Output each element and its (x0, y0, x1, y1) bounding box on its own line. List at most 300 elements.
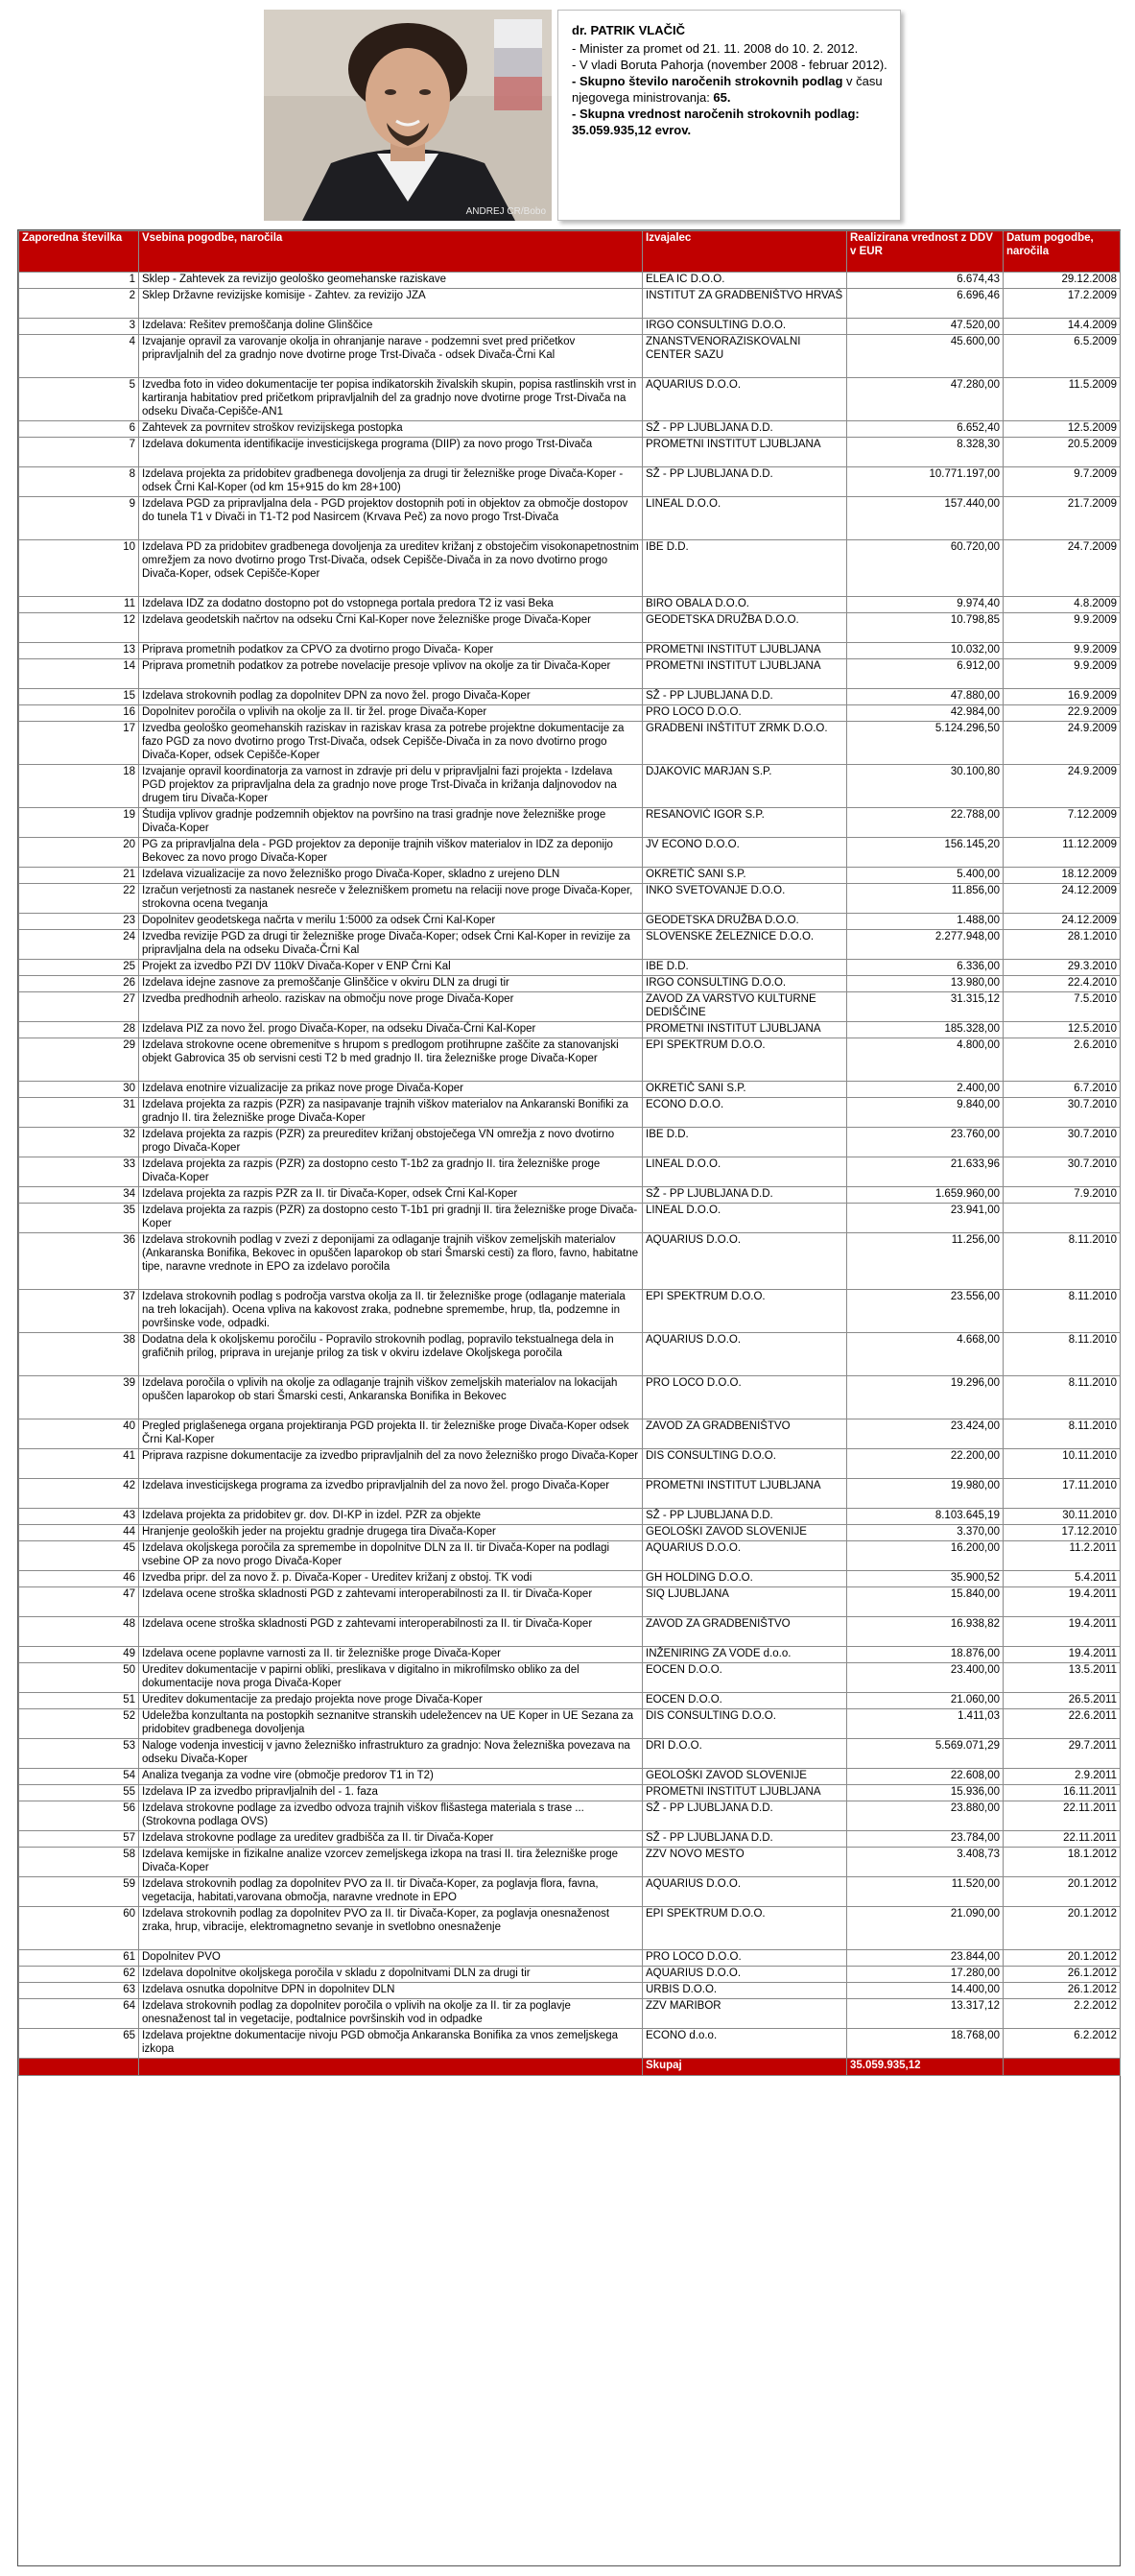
row-contractor: ECONO d.o.o. (643, 2029, 847, 2059)
row-value: 23.880,00 (847, 1801, 1004, 1831)
table-row (19, 319, 1121, 335)
row-number: 5 (19, 378, 139, 421)
row-number: 41 (19, 1449, 139, 1479)
row-date: 21.7.2009 (1004, 497, 1121, 540)
row-contractor: PROMETNI INSTITUT LJUBLJANA (643, 438, 847, 467)
row-content: Izdelava ocene stroška skladnosti PGD z zahtevami interoperabilnosti za II. tir Divača-Koper (139, 1587, 643, 1617)
info-line-value-label: - Skupna vrednost naročenih strokovnih podlag: (572, 107, 860, 121)
row-contractor: IRGO CONSULTING D.O.O. (643, 319, 847, 335)
row-date: 19.4.2011 (1004, 1617, 1121, 1647)
table-row (19, 421, 1121, 438)
table-row (19, 289, 1121, 319)
row-number: 28 (19, 1022, 139, 1038)
row-content: Izdelava strokovnih podlag v zvezi z deponijami za odlaganje trajnih viškov zemeljskih materialov (Ankaranska Bonifika, Bekovec in opuščen laparokop ob stari Šmarski cesti) za floro, favno, habitatne tipe, naravne vrednote in EPO za izdelavo poročila (139, 1233, 643, 1290)
row-contractor: DJAKOVIC MARJAN S.P. (643, 765, 847, 808)
row-number: 3 (19, 319, 139, 335)
row-number: 38 (19, 1333, 139, 1376)
row-number: 56 (19, 1801, 139, 1831)
row-contractor: AQUARIUS D.O.O. (643, 1333, 847, 1376)
table-row (19, 1157, 1121, 1187)
row-number: 53 (19, 1739, 139, 1769)
table-row (19, 540, 1121, 597)
row-date: 26.5.2011 (1004, 1693, 1121, 1709)
table-row (19, 2029, 1121, 2059)
table-row (19, 1950, 1121, 1967)
row-number: 59 (19, 1877, 139, 1907)
row-content: Izvajanje opravil koordinatorja za varnost in zdravje pri delu v pripravljalni fazi projekta - Izdelava PGD projektov za pripravljalna dela za gradnjo nove proge Trst-Divača in križanja daljnovodov na drugem tiru Divača-Koper (139, 765, 643, 808)
row-value: 8.103.645,19 (847, 1509, 1004, 1525)
row-number: 18 (19, 765, 139, 808)
table-row (19, 1333, 1121, 1376)
row-contractor: GH HOLDING D.O.O. (643, 1571, 847, 1587)
row-date: 24.9.2009 (1004, 722, 1121, 765)
table-row (19, 1801, 1121, 1831)
row-contractor: GEOLOŠKI ZAVOD SLOVENIJE (643, 1525, 847, 1541)
row-content: Izdelava PD za pridobitev gradbenega dovoljenja za ureditev križanj z obstoječim visokonapetnostnim omrežjem za novo dvotirno progo Trst-Divača, odsek Cepišče-Divača in za novo dvotirno progo Divača-Koper, odsek Cepišče-Koper (139, 540, 643, 597)
row-contractor: ZAVOD ZA GRADBENIŠTVO (643, 1617, 847, 1647)
row-content: Izračun verjetnosti za nastanek nesreče v železniškem prometu na relaciji nove proge Divača-Koper, strokovna ocena tveganja (139, 884, 643, 914)
row-contractor: IBE D.D. (643, 960, 847, 976)
row-date: 18.12.2009 (1004, 868, 1121, 884)
row-value: 6.912,00 (847, 659, 1004, 689)
row-date: 6.5.2009 (1004, 335, 1121, 378)
row-contractor: SŽ - PP LJUBLJANA D.D. (643, 1509, 847, 1525)
row-number: 25 (19, 960, 139, 976)
header-date: Datum pogodbe, naročila (1004, 231, 1121, 273)
table-row (19, 808, 1121, 838)
table-row (19, 1376, 1121, 1419)
row-contractor: PROMETNI INSTITUT LJUBLJANA (643, 1479, 847, 1509)
row-content: Dopolnitev poročila o vplivih na okolje za II. tir žel. proge Divača-Koper (139, 705, 643, 722)
row-value: 10.032,00 (847, 643, 1004, 659)
table-row (19, 722, 1121, 765)
table-row (19, 1479, 1121, 1509)
row-contractor: URBIS D.O.O. (643, 1983, 847, 1999)
table-body (19, 273, 1121, 2059)
row-date: 24.12.2009 (1004, 914, 1121, 930)
row-number: 64 (19, 1999, 139, 2029)
row-contractor: GEODETSKA DRUŽBA D.O.O. (643, 613, 847, 643)
row-number: 13 (19, 643, 139, 659)
table-row (19, 1983, 1121, 1999)
table-row (19, 1693, 1121, 1709)
table-row (19, 1082, 1121, 1098)
row-value: 4.668,00 (847, 1333, 1004, 1376)
table-row (19, 1848, 1121, 1877)
row-value: 11.256,00 (847, 1233, 1004, 1290)
row-value: 2.277.948,00 (847, 930, 1004, 960)
row-date: 11.5.2009 (1004, 378, 1121, 421)
row-number: 31 (19, 1098, 139, 1128)
row-date: 11.2.2011 (1004, 1541, 1121, 1571)
row-contractor: JV ECONO D.O.O. (643, 838, 847, 868)
table-row (19, 1877, 1121, 1907)
row-value: 47.520,00 (847, 319, 1004, 335)
minister-info-box (557, 10, 901, 221)
row-number: 8 (19, 467, 139, 497)
row-content: Izdelava strokovnih podlag s področja varstva okolja za II. tir železniške proge (odlaganje materiala na treh lokacijah). Ocena vpliva na kakovost zraka, podnebne spremembe, hrup, tla, podzemne in površinske vode, odpadki. (139, 1290, 643, 1333)
row-content: Izdelava poročila o vplivih na okolje za odlaganje trajnih viškov zemeljskih materialov na lokacijah opuščen laparokop ob stari Šmarski cesti, Ankaranska Bonifika in Bekovec (139, 1376, 643, 1419)
row-value: 17.280,00 (847, 1967, 1004, 1983)
row-date: 6.7.2010 (1004, 1082, 1121, 1098)
row-date: 8.11.2010 (1004, 1290, 1121, 1333)
row-date: 4.8.2009 (1004, 597, 1121, 613)
row-content: Ureditev dokumentacije za predajo projekta nove proge Divača-Koper (139, 1693, 643, 1709)
row-content: Priprava razpisne dokumentacije za izvedbo pripravljalnih del za novo železniško progo Divača-Koper (139, 1449, 643, 1479)
row-date: 26.1.2012 (1004, 1983, 1121, 1999)
row-contractor: GEODETSKA DRUŽBA D.O.O. (643, 914, 847, 930)
row-content: Ureditev dokumentacije v papirni obliki, preslikava v digitalno in mikrofilmsko obliko za del dokumentacije nova proga Divača-Koper (139, 1663, 643, 1693)
table-row (19, 1571, 1121, 1587)
info-line-value (572, 122, 890, 138)
row-date: 7.9.2010 (1004, 1187, 1121, 1204)
table-row (19, 960, 1121, 976)
row-number: 63 (19, 1983, 139, 1999)
row-contractor: AQUARIUS D.O.O. (643, 1967, 847, 1983)
row-date: 12.5.2009 (1004, 421, 1121, 438)
table-row (19, 914, 1121, 930)
row-number: 40 (19, 1419, 139, 1449)
row-contractor: PROMETNI INSTITUT LJUBLJANA (643, 659, 847, 689)
row-contractor: DIS CONSULTING D.O.O. (643, 1709, 847, 1739)
table-row (19, 659, 1121, 689)
row-contractor: LINEAL D.O.O. (643, 1157, 847, 1187)
row-contractor: ELEA IC D.O.O. (643, 273, 847, 289)
row-value: 22.788,00 (847, 808, 1004, 838)
row-content: Izdelava PGD za pripravljalna dela - PGD projektov dostopnih poti in objektov za območje dostopov do tunela T1 v Divači in T1-T2 pod Nasircem (Krvava Peč) za novo progo Trst-Divača (139, 497, 643, 540)
total-empty-num (19, 2059, 139, 2076)
row-contractor: SŽ - PP LJUBLJANA D.D. (643, 1801, 847, 1831)
row-contractor: OKRETIČ SANI S.P. (643, 868, 847, 884)
row-content: Izvedba revizije PGD za drugi tir železniške proge Divača-Koper; odsek Črni Kal-Koper in revizije za pripravljalna dela na odseku Divača-Črni Kal (139, 930, 643, 960)
table-row (19, 992, 1121, 1022)
row-contractor: PROMETNI INSTITUT LJUBLJANA (643, 1785, 847, 1801)
row-number: 30 (19, 1082, 139, 1098)
row-content: Izdelava projekta za pridobitev gr. dov. DI-KP in izdel. PZR za objekte (139, 1509, 643, 1525)
row-date: 29.7.2011 (1004, 1739, 1121, 1769)
row-content: Izvedba predhodnih arheolo. raziskav na območju nove proge Divača-Koper (139, 992, 643, 1022)
row-number: 26 (19, 976, 139, 992)
row-value: 47.280,00 (847, 378, 1004, 421)
row-date: 2.6.2010 (1004, 1038, 1121, 1082)
row-date: 6.2.2012 (1004, 2029, 1121, 2059)
row-number: 16 (19, 705, 139, 722)
row-content: Izdelava vizualizacije za novo železniško progo Divača-Koper, skladno z urejeno DLN (139, 868, 643, 884)
row-contractor: PRO LOCO D.O.O. (643, 705, 847, 722)
row-date: 20.1.2012 (1004, 1907, 1121, 1950)
table-row (19, 438, 1121, 467)
row-value: 1.411,03 (847, 1709, 1004, 1739)
row-date: 20.1.2012 (1004, 1877, 1121, 1907)
table-row (19, 335, 1121, 378)
row-content: Izdelava IP za izvedbo pripravljalnih del - 1. faza (139, 1785, 643, 1801)
row-value: 3.408,73 (847, 1848, 1004, 1877)
row-number: 35 (19, 1204, 139, 1233)
row-contractor: SŽ - PP LJUBLJANA D.D. (643, 467, 847, 497)
row-number: 29 (19, 1038, 139, 1082)
row-number: 1 (19, 273, 139, 289)
table-row (19, 497, 1121, 540)
row-contractor: EPI SPEKTRUM D.O.O. (643, 1907, 847, 1950)
row-number: 47 (19, 1587, 139, 1617)
row-number: 55 (19, 1785, 139, 1801)
row-number: 19 (19, 808, 139, 838)
row-date: 20.5.2009 (1004, 438, 1121, 467)
row-number: 4 (19, 335, 139, 378)
value-unit: evrov. (654, 123, 692, 137)
table-row (19, 1907, 1121, 1950)
row-number: 37 (19, 1290, 139, 1333)
row-value: 23.400,00 (847, 1663, 1004, 1693)
row-value: 23.556,00 (847, 1290, 1004, 1333)
row-value: 4.800,00 (847, 1038, 1004, 1082)
row-date: 22.11.2011 (1004, 1801, 1121, 1831)
row-number: 33 (19, 1157, 139, 1187)
row-contractor: EPI SPEKTRUM D.O.O. (643, 1038, 847, 1082)
row-contractor: IBE D.D. (643, 540, 847, 597)
row-number: 50 (19, 1663, 139, 1693)
row-content: Izdelava projekta za razpis (PZR) za preureditev križanj obstoječega VN omrežja z novo dvotirno progo Divača-Koper (139, 1128, 643, 1157)
row-value: 16.938,82 (847, 1617, 1004, 1647)
table-row (19, 1022, 1121, 1038)
row-content: Sklep Državne revizijske komisije - Zahtev. za revizijo JZA (139, 289, 643, 319)
table-row (19, 1038, 1121, 1082)
row-contractor: PROMETNI INSTITUT LJUBLJANA (643, 1022, 847, 1038)
row-content: Izdelava idejne zasnove za premoščanje Glinščice v okviru DLN za drugi tir (139, 976, 643, 992)
row-value: 11.856,00 (847, 884, 1004, 914)
row-date: 17.11.2010 (1004, 1479, 1121, 1509)
table-row (19, 613, 1121, 643)
row-number: 46 (19, 1571, 139, 1587)
table-row (19, 1999, 1121, 2029)
row-date: 10.11.2010 (1004, 1449, 1121, 1479)
row-content: Izvedba pripr. del za novo ž. p. Divača-Koper - Ureditev križanj z obstoj. TK vodi (139, 1571, 643, 1587)
row-number: 57 (19, 1831, 139, 1848)
table-row (19, 273, 1121, 289)
row-content: Izdelava ocene poplavne varnosti za II. tir železniške proge Divača-Koper (139, 1647, 643, 1663)
table-row (19, 467, 1121, 497)
row-contractor: ECONO D.O.O. (643, 1098, 847, 1128)
row-contractor: SŽ - PP LJUBLJANA D.D. (643, 1831, 847, 1848)
row-content: Izdelava dopolnitve okoljskega poročila v skladu z dopolnitvami DLN za drugi tir (139, 1967, 643, 1983)
table-row (19, 1831, 1121, 1848)
table-row (19, 1187, 1121, 1204)
row-number: 27 (19, 992, 139, 1022)
table-row (19, 1617, 1121, 1647)
row-value: 23.760,00 (847, 1128, 1004, 1157)
table-row (19, 1449, 1121, 1479)
row-contractor: PROMETNI INSTITUT LJUBLJANA (643, 643, 847, 659)
row-date: 17.2.2009 (1004, 289, 1121, 319)
row-date: 11.12.2009 (1004, 838, 1121, 868)
row-date: 12.5.2010 (1004, 1022, 1121, 1038)
row-value: 13.317,12 (847, 1999, 1004, 2029)
row-number: 61 (19, 1950, 139, 1967)
row-content: Izdelava PIZ za novo žel. progo Divača-Koper, na odseku Divača-Črni Kal-Koper (139, 1022, 643, 1038)
row-content: Izdelava enotnire vizualizacije za prikaz nove proge Divača-Koper (139, 1082, 643, 1098)
row-content: Izdelava ocene stroška skladnosti PGD z zahtevami interoperabilnosti za II. tir Divača-Koper (139, 1617, 643, 1647)
total-empty-date (1004, 2059, 1121, 2076)
row-content: Dodatna dela k okoljskemu poročilu - Popravilo strokovnih podlag, popravilo tekstualnega dela in grafičnih prilog, priprava in urejanje prilog za tisk v okviru izdelave Okoljskega poročila (139, 1333, 643, 1376)
row-value: 21.060,00 (847, 1693, 1004, 1709)
row-number: 60 (19, 1907, 139, 1950)
row-value: 30.100,80 (847, 765, 1004, 808)
row-contractor: RESANOVIĆ IGOR S.P. (643, 808, 847, 838)
row-value: 3.370,00 (847, 1525, 1004, 1541)
row-value: 31.315,12 (847, 992, 1004, 1022)
row-date: 8.11.2010 (1004, 1333, 1121, 1376)
row-contractor: GRADBENI INŠTITUT ZRMK D.O.O. (643, 722, 847, 765)
count-label: - Skupno število naročenih strokovnih podlag (572, 74, 843, 88)
row-number: 62 (19, 1967, 139, 1983)
row-value: 16.200,00 (847, 1541, 1004, 1571)
row-contractor: EOCEN D.O.O. (643, 1693, 847, 1709)
value-amount: 35.059.935,12 (572, 123, 652, 137)
row-value: 10.798,85 (847, 613, 1004, 643)
row-contractor: OKRETIČ SANI S.P. (643, 1082, 847, 1098)
info-line-count (572, 73, 890, 106)
row-number: 7 (19, 438, 139, 467)
row-value: 23.941,00 (847, 1204, 1004, 1233)
row-content: Udeležba konzultanta na postopkih seznanitve stranskih udeležencev na UE Koper in UE Sezana za pridobitev gradbenega dovoljenja (139, 1709, 643, 1739)
row-date: 2.9.2011 (1004, 1769, 1121, 1785)
row-date (1004, 1204, 1121, 1233)
minister-photo (264, 10, 552, 221)
row-value: 60.720,00 (847, 540, 1004, 597)
row-contractor: ZZV NOVO MESTO (643, 1848, 847, 1877)
row-number: 32 (19, 1128, 139, 1157)
row-value: 5.569.071,29 (847, 1739, 1004, 1769)
row-date: 19.4.2011 (1004, 1587, 1121, 1617)
table-row (19, 765, 1121, 808)
row-date: 22.11.2011 (1004, 1831, 1121, 1848)
row-content: Izdelava investicijskega programa za izvedbo pripravljalnih del za novo žel. progo Divača-Koper (139, 1479, 643, 1509)
row-date: 16.9.2009 (1004, 689, 1121, 705)
row-value: 10.771.197,00 (847, 467, 1004, 497)
table-row (19, 1663, 1121, 1693)
row-content: Dopolnitev PVO (139, 1950, 643, 1967)
table-total-row (19, 2059, 1121, 2076)
row-date: 8.11.2010 (1004, 1233, 1121, 1290)
table-row (19, 1098, 1121, 1128)
row-date: 29.3.2010 (1004, 960, 1121, 976)
table-header-row (19, 231, 1121, 273)
row-contractor: AQUARIUS D.O.O. (643, 1541, 847, 1571)
row-content: Priprava prometnih podatkov za CPVO za dvotirno progo Divača- Koper (139, 643, 643, 659)
row-value: 185.328,00 (847, 1022, 1004, 1038)
row-number: 10 (19, 540, 139, 597)
row-number: 49 (19, 1647, 139, 1663)
row-contractor: PRO LOCO D.O.O. (643, 1950, 847, 1967)
row-contractor: SLOVENSKE ŽELEZNICE D.O.O. (643, 930, 847, 960)
row-date: 29.12.2008 (1004, 273, 1121, 289)
row-contractor: DRI D.O.O. (643, 1739, 847, 1769)
row-contractor: IRGO CONSULTING D.O.O. (643, 976, 847, 992)
row-content: Izdelava strokovnih podlag za dopolnitev PVO za II. tir Divača-Koper, za poglavja flora, favna, vegetacija, habitati,varovana območja, naravne vrednote in EPO (139, 1877, 643, 1907)
row-date: 20.1.2012 (1004, 1950, 1121, 1967)
table-row (19, 930, 1121, 960)
row-number: 23 (19, 914, 139, 930)
table-row (19, 1967, 1121, 1983)
row-contractor: INŽENIRING ZA VODE d.o.o. (643, 1647, 847, 1663)
row-date: 17.12.2010 (1004, 1525, 1121, 1541)
row-date: 30.7.2010 (1004, 1128, 1121, 1157)
row-date: 16.11.2011 (1004, 1785, 1121, 1801)
row-value: 47.880,00 (847, 689, 1004, 705)
row-contractor: PRO LOCO D.O.O. (643, 1376, 847, 1419)
row-contractor: IBE D.D. (643, 1128, 847, 1157)
table-row (19, 1290, 1121, 1333)
row-value: 19.296,00 (847, 1376, 1004, 1419)
row-content: Izvajanje opravil za varovanje okolja in ohranjanje narave - podzemni svet pred pričetkov pripravljalnih del za gradnjo nove dvotirne proge Trst-Divača - odsek Divača-Črni Kal (139, 335, 643, 378)
table-row (19, 1128, 1121, 1157)
row-content: Projekt za izvedbo PZI DV 110kV Divača-Koper v ENP Črni Kal (139, 960, 643, 976)
row-contractor: SŽ - PP LJUBLJANA D.D. (643, 421, 847, 438)
row-date: 26.1.2012 (1004, 1967, 1121, 1983)
table-row (19, 1233, 1121, 1290)
table-row (19, 1647, 1121, 1663)
row-number: 2 (19, 289, 139, 319)
contracts-table-container (17, 229, 1121, 2566)
row-date: 24.9.2009 (1004, 765, 1121, 808)
header-content: Vsebina pogodbe, naročila (139, 231, 643, 273)
row-content: Naloge vodenja investicij v javno železniško infrastrukturo za gradnjo: Nova železniška povezava na odseku Divača-Koper (139, 1739, 643, 1769)
row-date: 24.7.2009 (1004, 540, 1121, 597)
row-content: Izdelava strokovnih podlag za dopolnitev poročila o vplivih na okolje za II. tir za poglavje onesnaženost tal in vegetacije, podtalnice površinskih vod in odpadke (139, 1999, 643, 2029)
row-number: 54 (19, 1769, 139, 1785)
row-content: Izdelava strokovne podlage za ureditev gradbišča za II. tir Divača-Koper (139, 1831, 643, 1848)
table-row (19, 597, 1121, 613)
row-content: Izdelava kemijske in fizikalne analize vzorcev zemeljskega izkopa na trasi II. tira železniške proge Divača-Koper (139, 1848, 643, 1877)
row-value: 8.328,30 (847, 438, 1004, 467)
row-contractor: INSTITUT ZA GRADBENIŠTVO HRVAŠ (643, 289, 847, 319)
info-line-government: - V vladi Boruta Pahorja (november 2008 - februar 2012). (572, 58, 887, 72)
watermark: ANDREJ CR/Bobo (465, 206, 546, 217)
row-content: Izdelava projekta za razpis PZR za II. tir Divača-Koper, odsek Črni Kal-Koper (139, 1187, 643, 1204)
table-row (19, 1785, 1121, 1801)
header-num: Zaporedna številka (19, 231, 139, 273)
row-date: 7.12.2009 (1004, 808, 1121, 838)
row-date: 8.11.2010 (1004, 1376, 1121, 1419)
table-row (19, 1509, 1121, 1525)
row-date: 30.7.2010 (1004, 1098, 1121, 1128)
row-value: 6.336,00 (847, 960, 1004, 976)
row-content: Izdelava strokovne podlage za izvedbo odvoza trajnih viškov flišastega materiala s trase ... (Strokovna podlaga OVS) (139, 1801, 643, 1831)
row-contractor: EPI SPEKTRUM D.O.O. (643, 1290, 847, 1333)
row-contractor: BIRO OBALA D.O.O. (643, 597, 847, 613)
row-contractor: GEOLOŠKI ZAVOD SLOVENIJE (643, 1769, 847, 1785)
total-label: Skupaj (643, 2059, 847, 2076)
row-contractor: SŽ - PP LJUBLJANA D.D. (643, 689, 847, 705)
table-row (19, 1541, 1121, 1571)
header-value: Realizirana vrednost z DDV v EUR (847, 231, 1004, 273)
row-content: Sklep - Zahtevek za revizijo geološko geomehanske raziskave (139, 273, 643, 289)
row-number: 51 (19, 1693, 139, 1709)
row-value: 18.876,00 (847, 1647, 1004, 1663)
row-value: 21.633,96 (847, 1157, 1004, 1187)
row-number: 48 (19, 1617, 139, 1647)
row-number: 39 (19, 1376, 139, 1419)
row-contractor: AQUARIUS D.O.O. (643, 378, 847, 421)
row-number: 34 (19, 1187, 139, 1204)
row-date: 9.9.2009 (1004, 659, 1121, 689)
table-row (19, 838, 1121, 868)
table-row (19, 1587, 1121, 1617)
table-row (19, 1204, 1121, 1233)
row-content: Izdelava projekta za razpis (PZR) za dostopno cesto T-1b1 pri gradnji II. tira železniške proge Divača-Koper (139, 1204, 643, 1233)
row-number: 20 (19, 838, 139, 868)
table-row (19, 689, 1121, 705)
